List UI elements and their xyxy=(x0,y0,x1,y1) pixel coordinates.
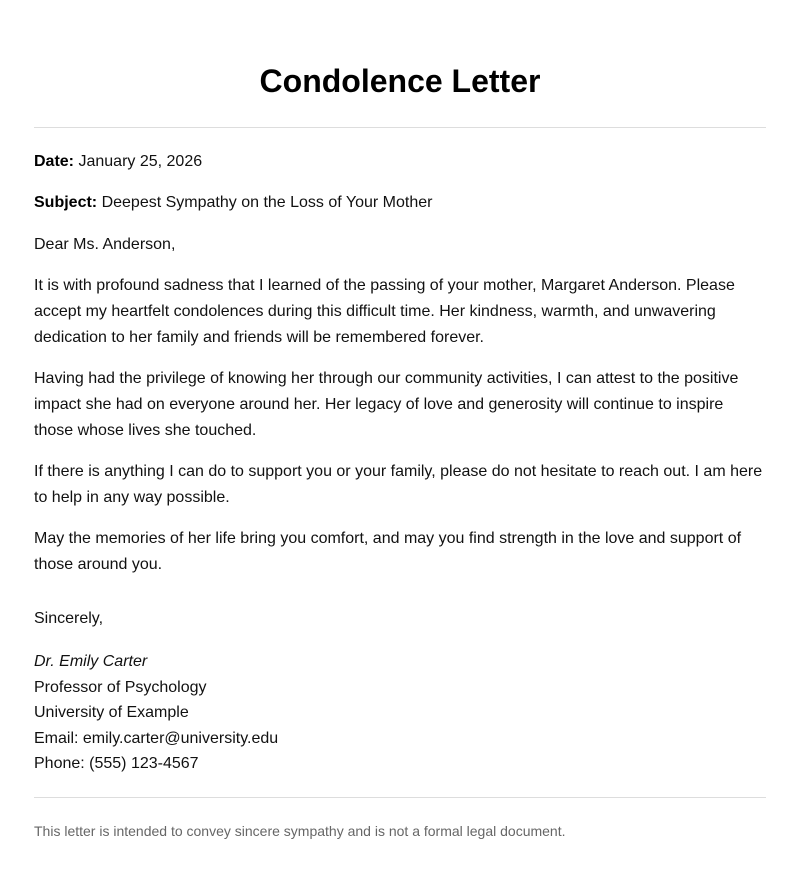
date-label: Date: xyxy=(34,153,75,170)
signature-email: Email: emily.carter@university.edu xyxy=(34,729,279,747)
closing: Sincerely, xyxy=(34,610,104,627)
page-title: Condolence Letter xyxy=(259,63,541,99)
signature-block xyxy=(34,649,766,777)
greeting: Dear Ms. Anderson, xyxy=(34,236,176,253)
signature-title: Professor of Psychology xyxy=(34,678,207,696)
subject-value: Deepest Sympathy on the Loss of Your Mother xyxy=(101,194,433,211)
subject-line xyxy=(34,191,766,215)
bottom-divider xyxy=(34,797,766,798)
signature-institution: University of Example xyxy=(34,704,189,721)
date-line xyxy=(34,150,766,174)
top-divider xyxy=(34,127,766,128)
subject-label: Subject: xyxy=(34,194,98,211)
body-paragraph-1: It is with profound sadness that I learned of the passing of your mother, Margaret Anderson. Please accept my heartfelt condolences during this difficult time. Her kindness, warmth, and unwavering dedication to her family and friends will be remembered forever. xyxy=(34,277,735,346)
date-value: January 25, 2026 xyxy=(78,153,203,170)
body-paragraph-3: If there is anything I can do to support you or your family, please do not hesitate to reach out. I am here to help in any way possible. xyxy=(34,463,763,506)
signature-phone: Phone: (555) 123-4567 xyxy=(34,755,199,772)
body-paragraph-4: May the memories of her life bring you comfort, and may you find strength in the love and support of those around you. xyxy=(34,530,742,573)
footer-note: This letter is intended to convey sincere sympathy and is not a formal legal document. xyxy=(34,822,566,839)
body-paragraph-2: Having had the privilege of knowing her through our community activities, I can attest to the positive impact she had on everyone around her. Her legacy of love and generosity will continue to inspire those whose lives she touched. xyxy=(34,370,739,439)
signature-name: Dr. Emily Carter xyxy=(34,653,148,670)
